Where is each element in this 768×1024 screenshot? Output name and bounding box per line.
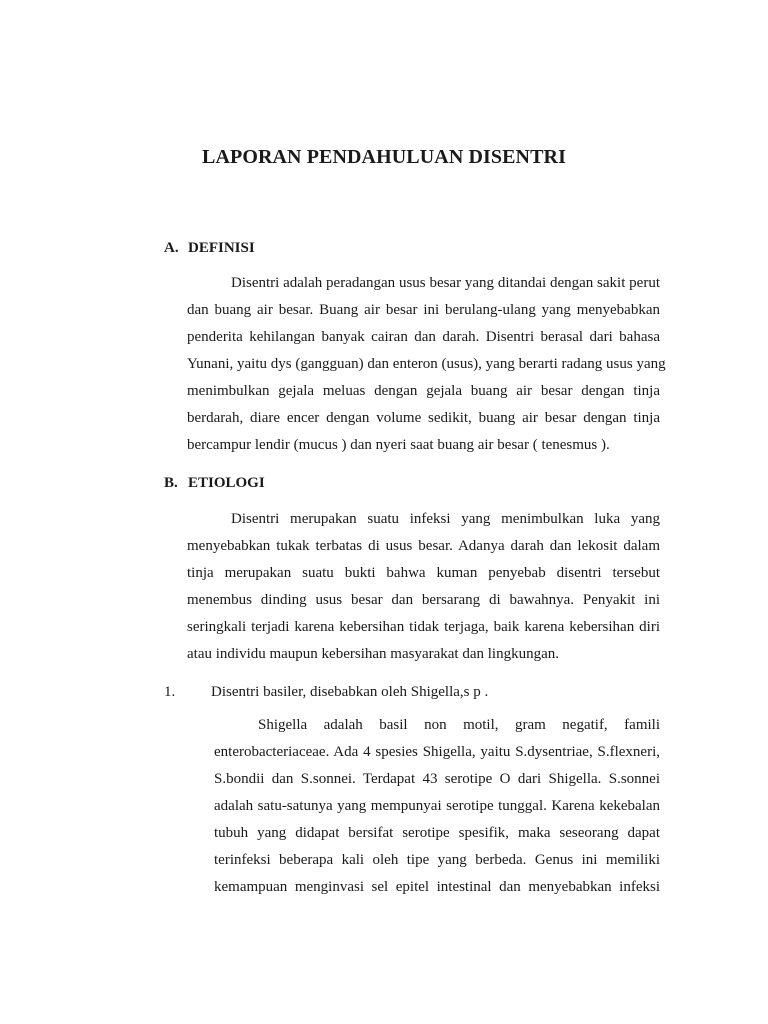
paragraph-line: tubuh yang didapat bersifat serotipe spesifik, maka seseorang dapat [214, 825, 660, 841]
paragraph-line: dan buang air besar. Buang air besar ini berulang-ulang yang menyebabkan [187, 302, 660, 318]
paragraph-line: Yunani, yaitu dys (gangguan) dan enteron (usus), yang berarti radang usus yang [187, 356, 666, 372]
paragraph-line: seringkali terjadi karena kebersihan tidak terjaga, baik karena kebersihan diri [187, 619, 660, 635]
section-marker: A. [164, 240, 179, 256]
paragraph-line: penderita kehilangan banyak cairan dan darah. Disentri berasal dari bahasa [187, 329, 660, 345]
paragraph-line: enterobacteriaceae. Ada 4 spesies Shigella, yaitu S.dysentriae, S.flexneri, [214, 744, 660, 760]
paragraph-shigella [214, 712, 660, 901]
section-heading-text: DEFINISI [188, 240, 255, 256]
section-heading-etiologi [164, 475, 265, 492]
paragraph-line: bercampur lendir (mucus ) dan nyeri saat buang air besar ( tenesmus ). [187, 437, 610, 453]
paragraph-line: atau individu maupun kebersihan masyarakat dan lingkungan. [187, 646, 559, 662]
paragraph-line: menimbulkan gejala meluas dengan gejala buang air besar dengan tinja [187, 383, 660, 399]
section-marker: B. [164, 475, 178, 491]
paragraph-line: kemampuan menginvasi sel epitel intestinal dan menyebabkan infeksi [214, 879, 660, 895]
paragraph-etiologi [187, 506, 660, 668]
paragraph-line: tinja merupakan suatu bukti bahwa kuman penyebab disentri tersebut [187, 565, 660, 581]
paragraph-line: S.bondii dan S.sonnei. Terdapat 43 serotipe O dari Shigella. S.sonnei [214, 771, 660, 787]
paragraph-line: Shigella adalah basil non motil, gram negatif, famili [258, 717, 660, 733]
paragraph-line: berdarah, diare encer dengan volume sedikit, buang air besar dengan tinja [187, 410, 660, 426]
section-heading-text: ETIOLOGI [188, 475, 265, 491]
paragraph-line: terinfeksi beberapa kali oleh tipe yang berbeda. Genus ini memiliki [214, 852, 660, 868]
paragraph-line: menembus dinding usus besar dan bersarang di bawahnya. Penyakit ini [187, 592, 660, 608]
paragraph-line: menyebabkan tukak terbatas di usus besar. Adanya darah dan lekosit dalam [187, 538, 660, 554]
list-item-shigella [164, 684, 488, 701]
list-item-text: Disentri basiler, disebabkan oleh Shigella,s p . [211, 684, 489, 700]
paragraph-definisi [187, 270, 666, 459]
list-item-number: 1. [164, 684, 176, 700]
paragraph-line: adalah satu-satunya yang mempunyai serotipe tunggal. Karena kekebalan [214, 798, 660, 814]
document-title: LAPORAN PENDAHULUAN DISENTRI [202, 146, 566, 168]
section-heading-definisi [164, 240, 255, 257]
paragraph-line: Disentri adalah peradangan usus besar yang ditandai dengan sakit perut [231, 275, 660, 291]
paragraph-line: Disentri merupakan suatu infeksi yang menimbulkan luka yang [231, 511, 660, 527]
